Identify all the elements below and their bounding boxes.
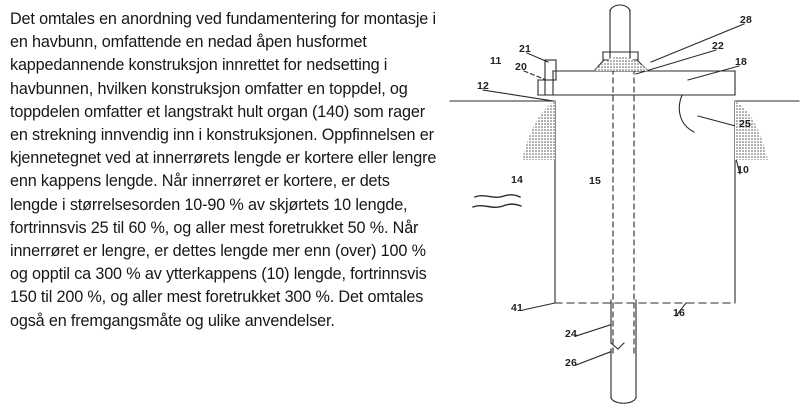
water-wave-upper [475, 195, 520, 197]
riser-top-cap [610, 5, 630, 12]
leader-18 [688, 66, 739, 80]
leader-41 [523, 303, 555, 310]
leader-24 [576, 325, 610, 336]
bracket-plate [545, 60, 556, 80]
ref-numeral-41: 41 [511, 302, 524, 314]
ref-numeral-25: 25 [739, 118, 752, 130]
ref-numeral-10: 10 [737, 164, 750, 176]
soil-scour-curve [679, 95, 694, 132]
ref-numeral-15: 15 [589, 175, 602, 187]
leader-26 [576, 352, 610, 365]
ref-numeral-28: 28 [740, 14, 753, 26]
leader-22 [636, 50, 716, 74]
ref-numeral-14: 14 [511, 174, 524, 186]
ref-numeral-21: 21 [519, 43, 532, 55]
ref-numeral-12: 12 [477, 80, 490, 92]
ref-numeral-20: 20 [515, 61, 528, 73]
pipe-ext-bottom-cap [611, 397, 636, 403]
ref-numeral-22: 22 [712, 40, 725, 52]
ref-numeral-16: 16 [673, 307, 686, 319]
ref-numeral-24: 24 [565, 328, 578, 340]
patent-figure [448, 0, 800, 410]
soil-mound-left [522, 101, 555, 160]
ref-numeral-18: 18 [735, 56, 748, 68]
leader-28 [651, 24, 744, 62]
abstract-text: Det omtales en anordning ved fundamentering for montasje i en havbunn, omfattende en nedad åpen husformet kappedannende konstruksjon innrettet for nedsetting i havbunnen, hvilken konstruksjon omfatter en toppdel, og toppdelen omfatter et langstrakt hult organ (140) som rager en strekning innvendig inn i konstruksjonen. Oppfinnelsen er kjennetegnet ved at innerrørets lengde er kortere eller lengre enn kappens lengde. Når innerrøret er kortere, er dets lengde i størrelsesorden 10-90 % av skjørtets 10 lengde, fortrinnsvis 25 til 60 %, og aller mest foretrukket 50 %. Når innerrøret er lengre, er dettes lengde mer enn (over) 100 % og opptil ca 300 % av ytterkappens (10) lengde, fortrinnsvis 150 til 200 %, og aller mest foretrukket 300 %. Det omtales også en fremgangsmåte og ulike anvendelser. [10, 10, 441, 330]
ref-numeral-26: 26 [565, 357, 578, 369]
ref-numeral-11: 11 [490, 55, 502, 67]
water-wave-lower [473, 204, 521, 207]
soil-mound-right [735, 101, 768, 160]
